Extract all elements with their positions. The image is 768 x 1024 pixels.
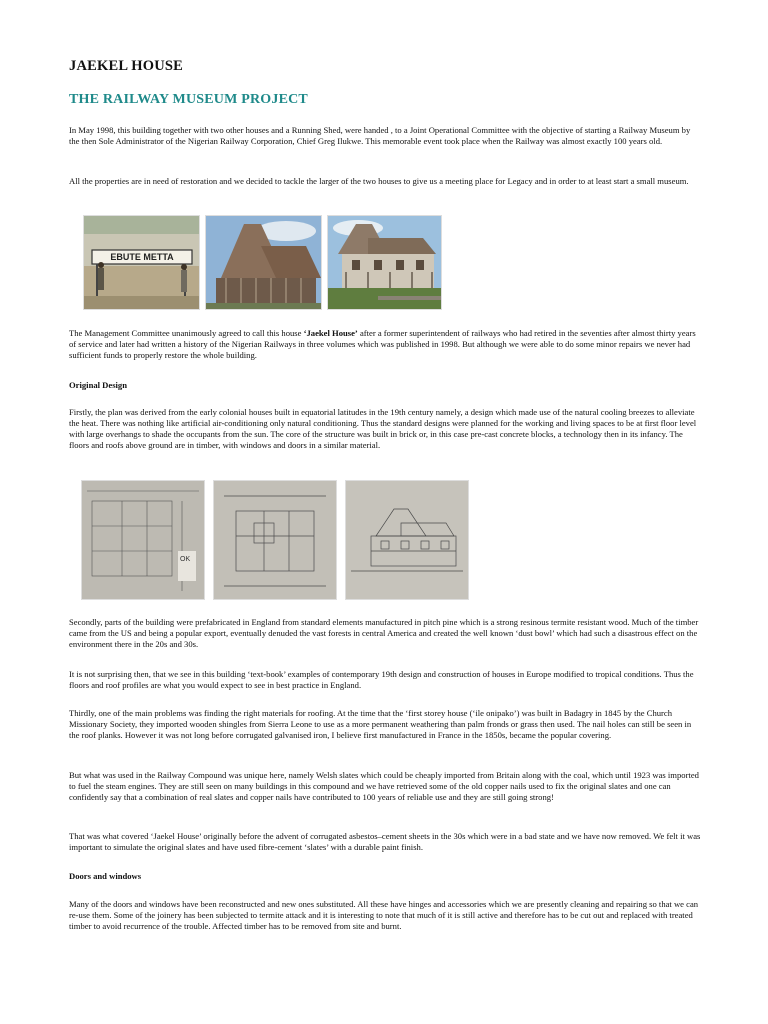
paragraph-jaekel-cover: That was what covered ‘Jaekel House’ originally before the advent of corrugated asbestos–cement sheets in the 30s which were in a bad state and we have now removed. We felt it was important to simulate the original slates and have used fibre-cement ‘slates’ with a durable paint finish. bbox=[69, 831, 701, 852]
paragraph-management bbox=[69, 328, 701, 361]
heading-doors-windows: Doors and windows bbox=[69, 871, 142, 881]
paragraph-management-text-1: The Management Committee unanimously agreed to call this house bbox=[69, 328, 304, 338]
paragraph-management-text-2: after a former superintendent of railways who had retired in the seventies after almost thirty years of service and later had written a history of the Nigerian Railways in three volumes which was published in 1998. But although we were able to do some minor repairs we never had sufficient funds to properly restore the whole building. bbox=[69, 328, 696, 360]
drawing-floor-plan bbox=[213, 480, 337, 600]
paragraph-text-book: It is not surprising then, that we see in this building ‘text-book’ examples of contemporary 19th design and construction of houses in Europe modified to tropical conditions. Thus the floors and roof profiles are what you would expect to see in best practice in England. bbox=[69, 669, 694, 690]
heading-original-design: Original Design bbox=[69, 380, 128, 390]
photo-house-exterior bbox=[327, 215, 442, 310]
svg-text:OK: OK bbox=[180, 556, 191, 563]
paragraph-original-design: Firstly, the plan was derived from the early colonial houses built in equatorial latitudes in the 19th century namely, a design which made use of the natural cooling breezes to alleviate the heat. There was nothing like artificial air-conditioning only natural conditioning. Thus the standard designs were planned for the working and living spaces to be at first floor level with large overhangs to shade the occupants from the sun. The core of the structure was built in brick or, in this case pre-cast concrete blocks, a technology then in its infancy. The floors and roofs above ground are in timber, with windows and doors in a similar material. bbox=[69, 407, 697, 450]
drawing-plan-1 bbox=[81, 480, 205, 600]
paragraph-doors-windows: Many of the doors and windows have been reconstructed and new ones substituted. All these have hinges and accessories which we are presently cleaning and repairing so that we can re-use them. Some of the joinery has been subjected to termite attack and it is interesting to note that much of it is still active and therefore has to be cut out and replaced with treated timber to avoid recurrence of the trouble. Affected timber has to be removed from site and burnt. bbox=[69, 899, 699, 931]
photo-ebute-metta-sign bbox=[83, 215, 200, 310]
sign-text: EBUTE METTA bbox=[110, 252, 174, 262]
paragraph-intro: In May 1998, this building together with two other houses and a Running Shed, were handed , to a Joint Operational Committee with the objective of starting a Railway Museum by the then Sole Administrator of the Nigerian Railway Corporation, Chief Greg Ilukwe. This memorable event took place when the Railway was almost exactly 100 years old. bbox=[69, 125, 691, 146]
drawing-elevation bbox=[345, 480, 469, 600]
page-title: JAEKEL HOUSE bbox=[69, 58, 184, 74]
paragraph-welsh-slates: But what was used in the Railway Compound was unique here, namely Welsh slates which could be cheaply imported from Britain along with the coal, which until 1923 was imported to fuel the steam engines. They are still seen on many buildings in this compound and we have retrieved some of the old copper nails used to fix the original slates and one can confidently say that a combination of real slates and copper nails have contributed to 100 years of reliable use and they are still going strong! bbox=[69, 770, 699, 802]
jaekel-house-name: ‘Jaekel House’ bbox=[303, 328, 358, 338]
photo-house-roof bbox=[205, 215, 322, 310]
paragraph-restoration: All the properties are in need of restoration and we decided to tackle the larger of the two houses to give us a meeting place for Legacy and in order to at least start a small museum. bbox=[69, 176, 689, 186]
paragraph-prefabricated: Secondly, parts of the building were prefabricated in England from standard elements manufactured in pitch pine which is a strong resinous termite resistant wood. Much of the timber came from the US and being a popular export, eventually denuded the vast forests in central America and created the well known ‘dust bowl’ which had such a disastrous effect on the environment there in the 20s and 30s. bbox=[69, 617, 699, 649]
page-subtitle: THE RAILWAY MUSEUM PROJECT bbox=[69, 92, 308, 107]
paragraph-roofing: Thirdly, one of the main problems was finding the right materials for roofing. At the time that the ‘first storey house (‘ile onipako’) was built in Badagry in 1845 by the Church Missionary Society, they imported wooden shingles from Sierra Leone to use as a more permanent weathering than palm fronds or grass then used. The nail holes can still be seen in the roof planks. However it was not long before corrugated galvanised iron, I believe first manufactured in France in the 1850s, became the popular covering. bbox=[69, 708, 692, 740]
